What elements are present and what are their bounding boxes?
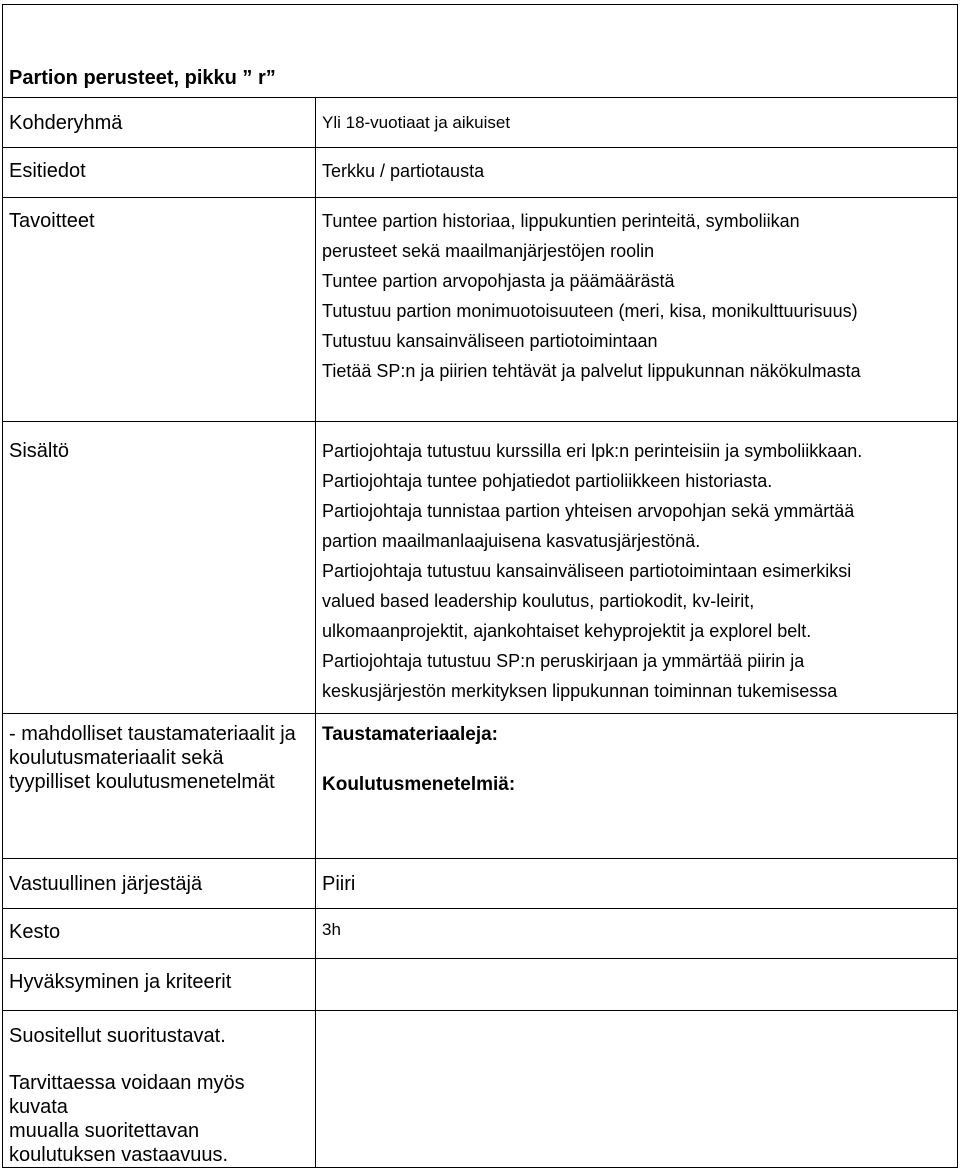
label-cell: [3, 859, 316, 909]
training-methods-heading: Koulutusmenetelmiä:: [322, 774, 516, 795]
content-line: Partiojohtaja tutustuu kansainväliseen partiotoimintaan esimerkiksi: [322, 561, 852, 581]
row-label: - mahdolliset taustamateriaalit ja: [9, 723, 296, 745]
content-line: Partiojohtaja tunnistaa partion yhteisen arvopohjan sekä ymmärtää: [322, 501, 855, 521]
label-cell: [3, 1011, 316, 1168]
content-line: Partiojohtaja tutustuu kurssilla eri lpk:n perinteisiin ja symboliikkaan.: [322, 441, 863, 461]
value-cell: [316, 98, 958, 148]
row-label: Vastuullinen järjestäjä: [9, 873, 203, 895]
row-label: Kohderyhmä: [9, 112, 123, 134]
content-line: valued based leadership koulutus, partiokodit, kv-leirit,: [322, 591, 755, 611]
row-label: Sisältö: [9, 440, 70, 462]
label-cell: [3, 909, 316, 959]
row-kohderyhma: [3, 98, 958, 148]
page-title: Partion perusteet, pikku ” r”: [9, 67, 276, 89]
value-cell: [316, 198, 958, 422]
row-value: Piiri: [322, 873, 356, 895]
row-label: Hyväksyminen ja kriteerit: [9, 971, 232, 993]
label-cell: [3, 198, 316, 422]
title-cell: [3, 5, 958, 98]
row-sisalto: [3, 422, 958, 714]
row-hyvaksyminen: [3, 959, 958, 1011]
label-cell: [3, 98, 316, 148]
value-cell: [316, 1011, 958, 1168]
content-line: Partiojohtaja tutustuu SP:n peruskirjaan ja ymmärtää piirin ja: [322, 651, 805, 671]
row-label: Tarvittaessa voidaan myös kuvata: [9, 1072, 245, 1118]
value-cell: [316, 148, 958, 198]
goal-line: Tuntee partion historiaa, lippukuntien perinteitä, symboliikan: [322, 211, 800, 231]
row-label: koulutusmateriaalit sekä: [9, 747, 224, 769]
row-esitiedot: [3, 148, 958, 198]
goal-line: Tutustuu partion monimuotoisuuteen (meri, kisa, monikulttuurisuus): [322, 301, 858, 321]
label-cell: [3, 959, 316, 1011]
background-materials-heading: Taustamateriaaleja:: [322, 724, 499, 745]
row-label: koulutuksen vastaavuus.: [9, 1144, 229, 1166]
value-cell: [316, 714, 958, 859]
row-value: Yli 18-vuotiaat ja aikuiset: [322, 113, 511, 132]
row-materiaalit: [3, 714, 958, 859]
value-cell: [316, 959, 958, 1011]
row-value: Terkku / partiotausta: [322, 161, 485, 181]
row-value: 3h: [322, 920, 341, 939]
row-vastuullinen: [3, 859, 958, 909]
row-label: Esitiedot: [9, 160, 86, 182]
row-label: muualla suoritettavan: [9, 1120, 200, 1142]
goal-line: Tuntee partion arvopohjasta ja päämäärästä: [322, 271, 675, 291]
goal-line: Tietää SP:n ja piirien tehtävät ja palvelut lippukunnan näkökulmasta: [322, 361, 861, 381]
value-cell: [316, 422, 958, 714]
label-cell: [3, 422, 316, 714]
row-tavoitteet: [3, 198, 958, 422]
title-row: [3, 5, 958, 98]
row-kesto: [3, 909, 958, 959]
row-label: Tavoitteet: [9, 210, 95, 232]
row-label: Suositellut suoritustavat.: [9, 1025, 226, 1047]
value-cell: [316, 909, 958, 959]
value-cell: [316, 859, 958, 909]
label-cell: [3, 148, 316, 198]
row-label: tyypilliset koulutusmenetelmät: [9, 771, 275, 793]
course-description-table: [2, 4, 958, 1168]
content-line: keskusjärjestön merkityksen lippukunnan toiminnan tukemisessa: [322, 681, 838, 701]
goal-line: perusteet sekä maailmanjärjestöjen roolin: [322, 241, 655, 261]
row-suositellut: [3, 1011, 958, 1168]
content-line: ulkomaanprojektit, ajankohtaiset kehyprojektit ja explorel belt.: [322, 621, 812, 641]
content-line: Partiojohtaja tuntee pohjatiedot partioliikkeen historiasta.: [322, 471, 773, 491]
goal-line: Tutustuu kansainväliseen partiotoimintaan: [322, 331, 658, 351]
row-label: Kesto: [9, 921, 61, 943]
content-line: partion maailmanlaajuisena kasvatusjärjestönä.: [322, 531, 701, 551]
label-cell: [3, 714, 316, 859]
